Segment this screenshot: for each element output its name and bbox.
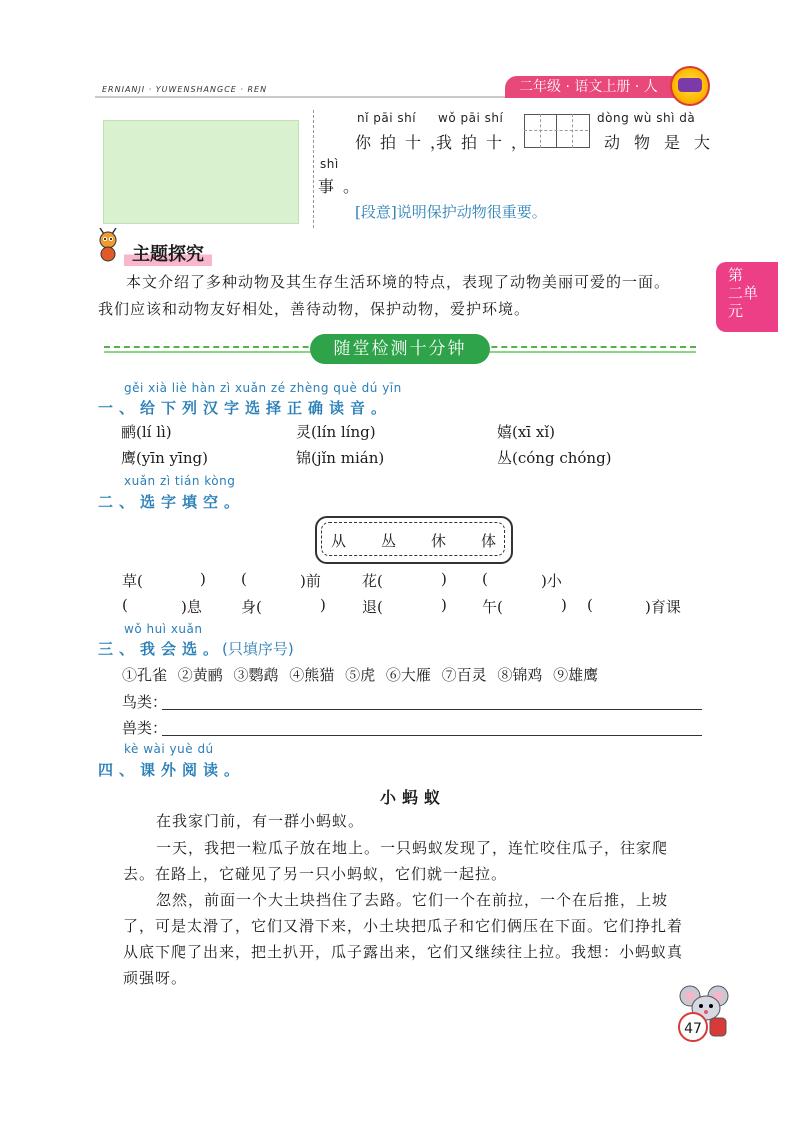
column-divider — [313, 110, 314, 228]
story-p3c: 从底下爬了出来，把土扒开，瓜子露出来，它们又继续往上拉。我想：小蚂蚁真 — [123, 943, 684, 961]
q2-r2-f: ) — [441, 596, 447, 614]
page-number: 47 — [678, 1012, 708, 1042]
story-p2a: 一天，我把一粒瓜子放在地上。一只蚂蚁发现了，连忙咬住瓜子，往家爬 — [156, 839, 669, 857]
theme-title: 主题探究 — [124, 240, 212, 266]
q3-options: ①孔雀 ②黄鹂 ③鹦鹉 ④熊猫 ⑤虎 ⑥大雁 ⑦百灵 ⑧锦鸡 ⑨雄鹰 — [122, 666, 599, 684]
poem-text-2: 我拍十， — [436, 133, 537, 152]
poem-text-1: 你拍十， — [355, 133, 456, 152]
q2-r1-b: ) — [200, 570, 206, 588]
unit-tab-line2: 二单 — [728, 284, 759, 302]
publisher-logo-mark — [678, 78, 702, 92]
word-bank-char-2: 丛 — [381, 532, 397, 550]
q2-r2-d: ) — [320, 596, 326, 614]
unit-tab-line3: 元 — [728, 302, 744, 320]
story-p3b: 了，可是太滑了，它们又滑下来，小土块把瓜子和它们俩压在下面。它们挣扎着 — [123, 917, 684, 935]
q2-r2-a: ( — [122, 596, 128, 614]
poem-text-4: 事。 — [318, 177, 369, 196]
word-bank-char-1: 从 — [331, 532, 347, 550]
q2-r1-h: )小 — [541, 572, 562, 590]
word-bank-char-4: 体 — [481, 532, 497, 550]
poem-text-3: 动物是大 — [604, 133, 725, 152]
header-left-text: ERNIANJI · YUWENSHANGCE · REN — [102, 85, 268, 94]
story-p2b: 去。在路上，它碰见了另一只小蚂蚁，它们就一起拉。 — [123, 865, 508, 883]
q2-r2-b: )息 — [181, 598, 202, 616]
tianzige-guide-v1 — [540, 114, 541, 148]
q2-r1-g: ( — [482, 570, 488, 588]
pinyin-2: wǒ pāi shí — [438, 111, 504, 125]
q3-heading: 三、我会选。 — [98, 640, 225, 658]
unit-tab — [716, 262, 778, 332]
tianzige-mid — [556, 114, 557, 148]
q1-item-1: 鹂(lí lì) — [121, 423, 172, 441]
story-p1: 在我家门前，有一群小蚂蚁。 — [156, 812, 365, 830]
q3-note: (只填序号) — [222, 640, 294, 658]
illustration-placeholder — [103, 120, 299, 224]
section-banner: 随堂检测十分钟 — [310, 334, 490, 364]
story-p3d: 顽强呀。 — [123, 969, 188, 987]
q1-item-4: 鹰(yīn yīng) — [121, 449, 208, 467]
q2-r1-a: 草( — [122, 572, 143, 590]
paragraph-meaning: [段意]说明保护动物很重要。 — [355, 203, 547, 221]
bird-answer-line[interactable] — [162, 709, 702, 710]
q4-heading: 四、课外阅读。 — [98, 761, 246, 779]
pinyin-1: nǐ pāi shí — [357, 111, 417, 125]
q3-pinyin: wǒ huì xuǎn — [124, 622, 203, 636]
q2-r1-d: )前 — [300, 572, 321, 590]
q2-r1-c: ( — [241, 570, 247, 588]
q2-r2-i: ( — [587, 596, 593, 614]
q1-heading: 一、给下列汉字选择正确读音。 — [98, 399, 393, 417]
q2-pinyin: xuǎn zì tián kòng — [124, 474, 236, 488]
q1-item-2: 灵(lín líng) — [296, 423, 376, 441]
header-badge: 二年级 · 语文上册 · 人 — [505, 76, 693, 98]
q1-item-6: 丛(cóng chóng) — [497, 449, 612, 467]
pinyin-4: shì — [320, 157, 339, 171]
word-bank-inner — [321, 522, 505, 556]
tianzige-box — [524, 114, 590, 148]
q1-pinyin: gěi xià liè hàn zì xuǎn zé zhèng què dú yīn — [124, 381, 402, 395]
q2-r2-e: 退( — [362, 598, 383, 616]
q2-heading: 二、选字填空。 — [98, 493, 246, 511]
unit-tab-line1: 第 — [728, 266, 744, 284]
q2-r2-g: 午( — [482, 598, 503, 616]
beast-label: 兽类： — [122, 719, 168, 737]
q2-r2-h: ) — [561, 596, 567, 614]
story-p3a: 忽然，前面一个大土块挡住了去路。它们一个在前拉，一个在后推，上坡 — [156, 891, 669, 909]
ant-mascot-icon — [94, 228, 124, 262]
q2-r2-j: )育课 — [645, 598, 681, 616]
word-bank-char-3: 休 — [431, 532, 447, 550]
theme-line-1: 本文介绍了多种动物及其生存生活环境的特点，表现了动物美丽可爱的一面。 — [126, 273, 671, 291]
q1-item-3: 嬉(xī xǐ) — [497, 423, 555, 441]
tianzige-guide-v2 — [572, 114, 573, 148]
q1-item-5: 锦(jǐn mián) — [296, 449, 385, 467]
tianzige-guide-h — [524, 130, 588, 131]
q2-r2-c: 身( — [241, 598, 262, 616]
story-title: 小蚂蚁 — [380, 788, 447, 807]
beast-answer-line[interactable] — [162, 735, 702, 736]
q4-pinyin: kè wài yuè dú — [124, 742, 214, 756]
q2-r1-f: ) — [441, 570, 447, 588]
bird-label: 鸟类： — [122, 693, 168, 711]
pinyin-3: dòng wù shì dà — [597, 111, 696, 125]
q2-r1-e: 花( — [362, 572, 383, 590]
theme-line-2: 我们应该和动物友好相处，善待动物，保护动物，爱护环境。 — [98, 300, 531, 318]
